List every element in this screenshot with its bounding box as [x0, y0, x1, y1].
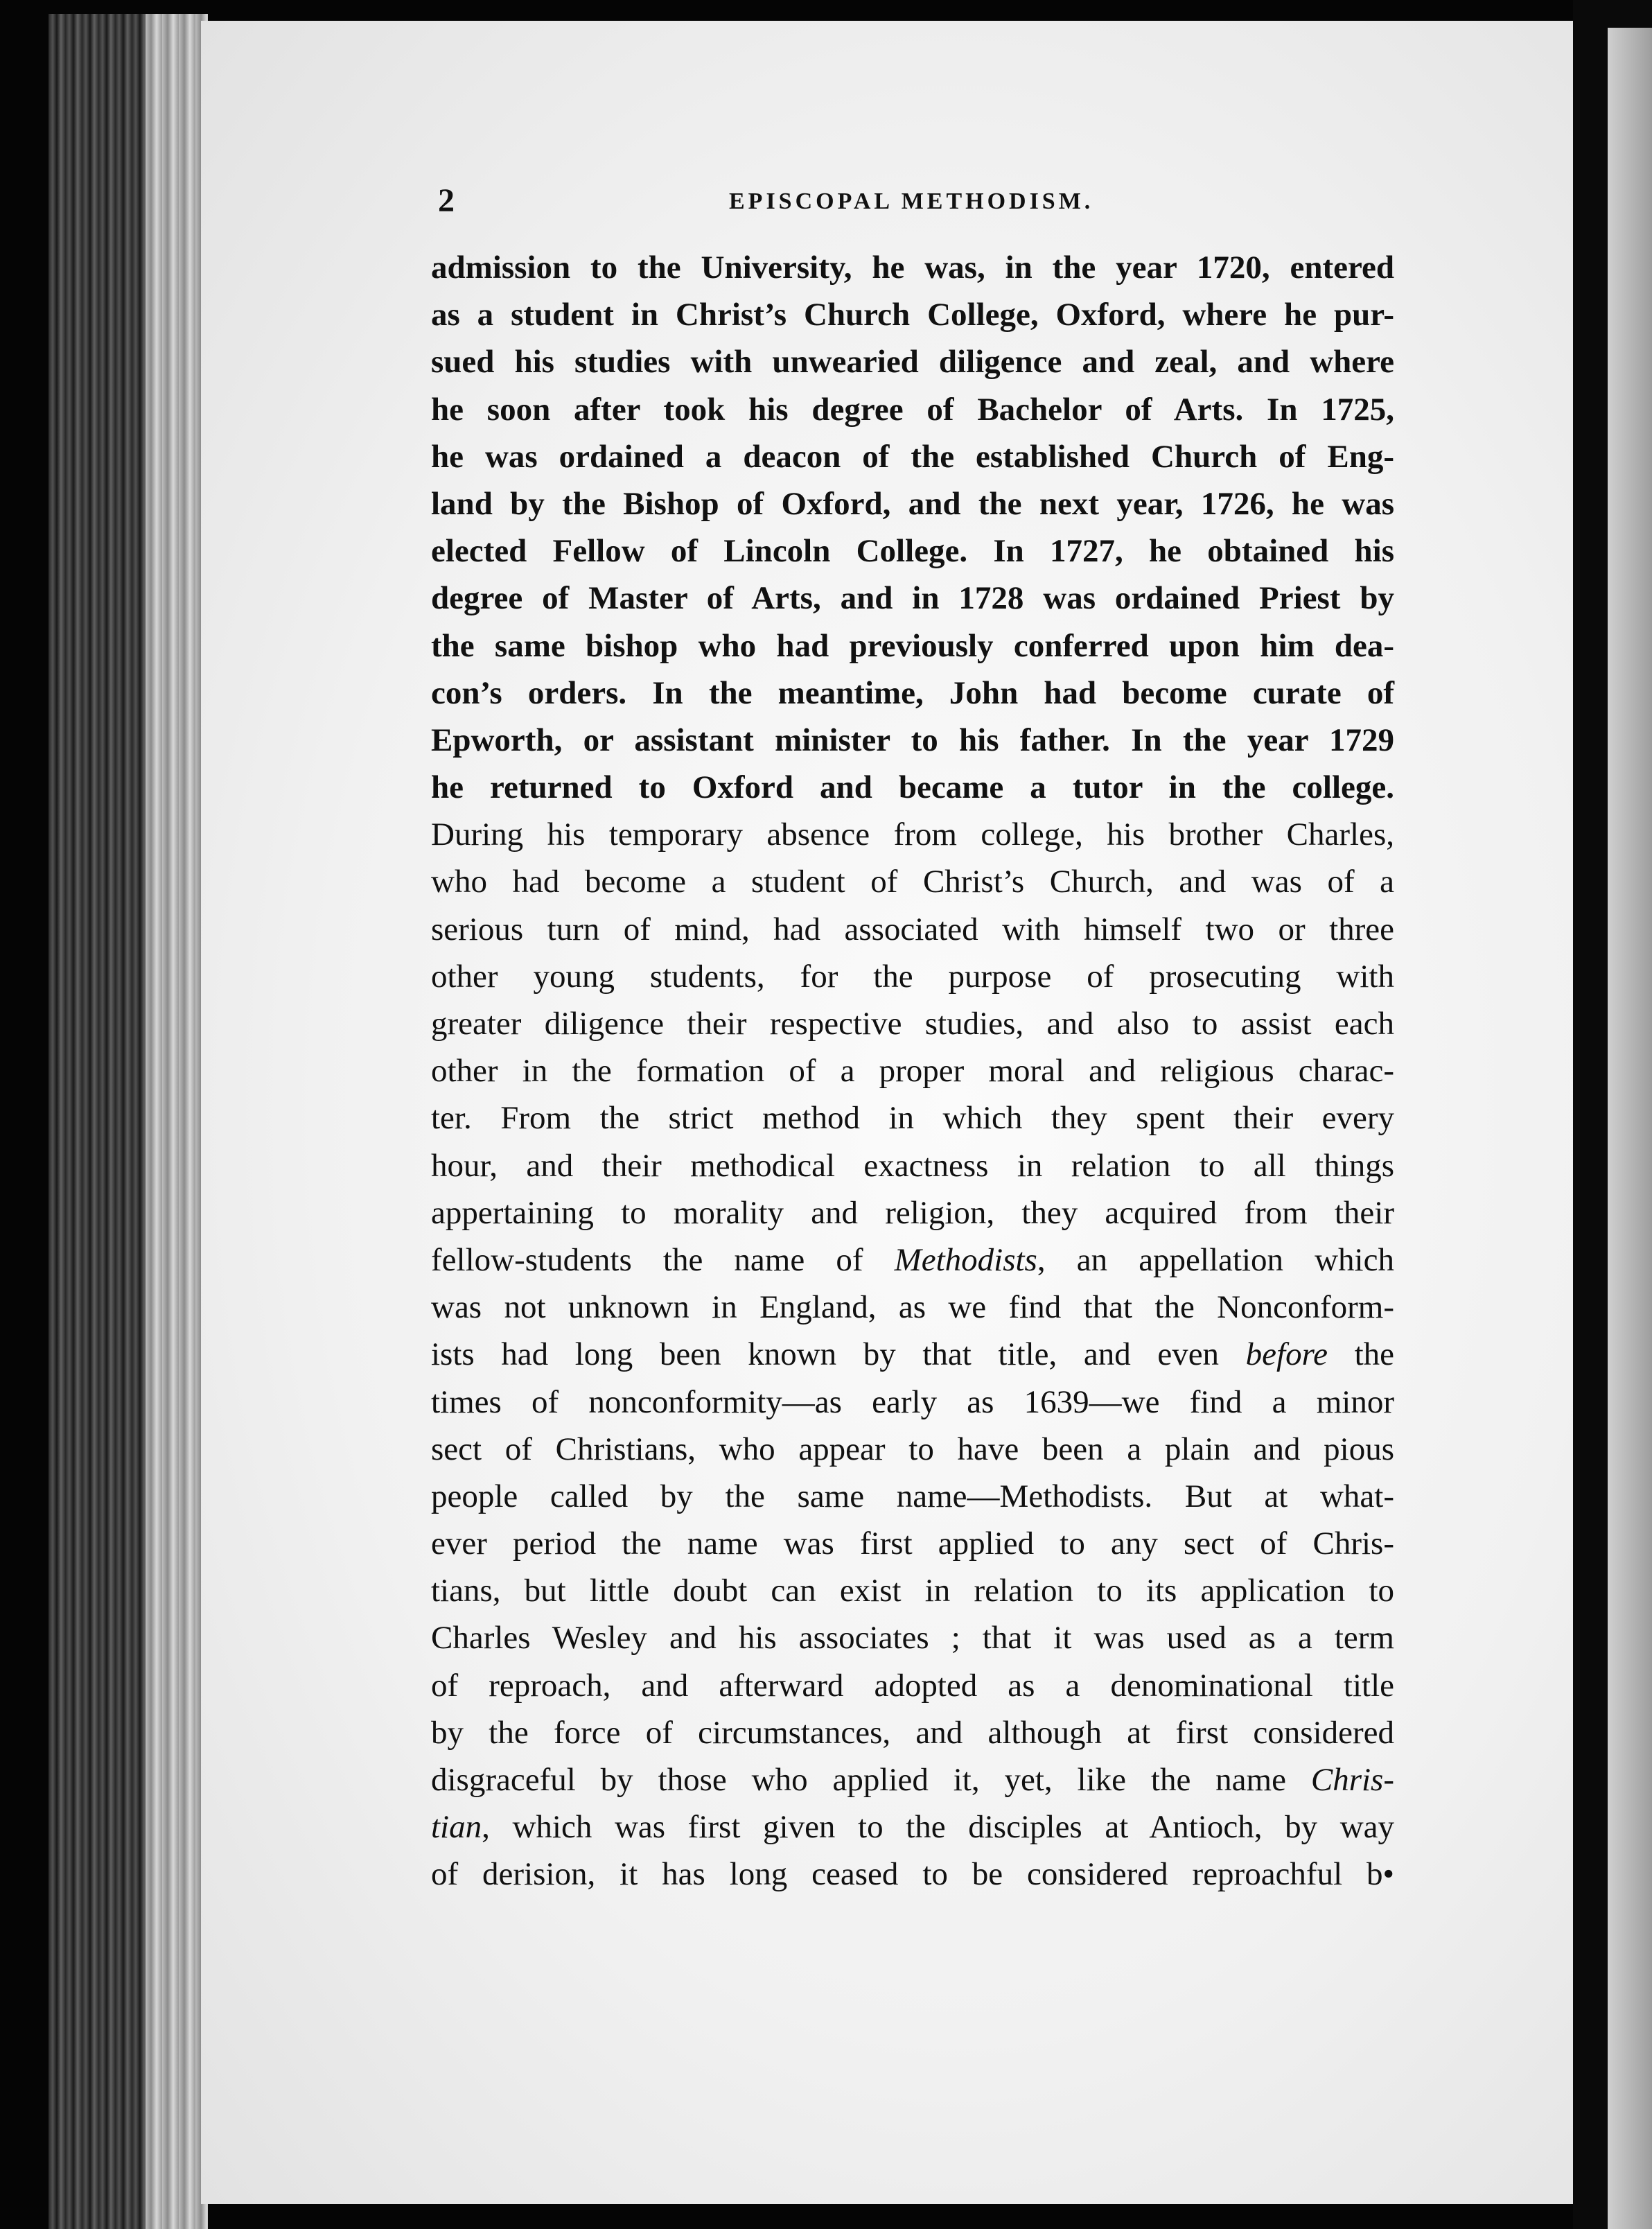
- text-line: Charles Wesley and his associates ; that it was used as a term: [431, 1620, 1394, 1657]
- text-line: other in the formation of a proper moral and religious charac-: [431, 1053, 1394, 1090]
- text-line: serious turn of mind, had associated with himself two or three: [431, 911, 1394, 947]
- text-line: as a student in Christ’s Church College, Oxford, where he pur-: [431, 297, 1394, 333]
- text-line: greater diligence their respective studies, and also to assist each: [431, 1006, 1394, 1042]
- text-line: of derision, it has long ceased to be considered reproachful b•: [431, 1856, 1394, 1893]
- text-run: fellow-students the name of: [431, 1241, 895, 1278]
- text-line: times of nonconformity—as early as 1639—we find a minor: [431, 1383, 1394, 1420]
- text-run: ists had long been known by that title, and even: [431, 1336, 1246, 1373]
- text-line: ever period the name was first applied to any sect of Chris-: [431, 1526, 1394, 1562]
- italic-text: Chris-: [1310, 1762, 1394, 1798]
- text-run: , which was first given to the disciples at Antioch, by way: [482, 1809, 1394, 1846]
- text-line: other young students, for the purpose of prosecuting with: [431, 958, 1394, 995]
- text-line: he soon after took his degree of Bachelor of Arts. In 1725,: [431, 391, 1394, 428]
- text-run: disgraceful by those who applied it, yet, like the name: [431, 1762, 1311, 1798]
- text-run: , an appellation which: [1037, 1241, 1394, 1278]
- facing-page-edge: [1608, 28, 1652, 2229]
- text-line: degree of Master of Arts, and in 1728 was ordained Priest by: [431, 580, 1394, 617]
- text-line: hour, and their methodical exactness in relation to all things: [431, 1147, 1394, 1184]
- text-line: sect of Christians, who appear to have been a plain and pious: [431, 1431, 1394, 1467]
- text-line: was not unknown in England, as we find that the Nonconform-: [431, 1289, 1394, 1326]
- text-line: people called by the same name—Methodists. But at what-: [431, 1478, 1394, 1514]
- text-line: tians, but little doubt can exist in relation to its application to: [431, 1573, 1394, 1609]
- page-stack-edge: [146, 14, 208, 2229]
- text-line: [431, 1236, 1394, 1284]
- page-header: [438, 182, 1394, 223]
- italic-text: before: [1245, 1336, 1328, 1373]
- text-line: con’s orders. In the meantime, John had become curate of: [431, 674, 1394, 711]
- italic-text: Methodists: [894, 1241, 1037, 1278]
- text-line: who had become a student of Christ’s Church, and was of a: [431, 864, 1394, 900]
- book-binding-edge: [49, 14, 152, 2229]
- text-line: [431, 1803, 1394, 1851]
- body-text: [431, 244, 1394, 1898]
- text-line: Epworth, or assistant minister to his father. In the year 1729: [431, 722, 1394, 758]
- text-line: [431, 1756, 1394, 1803]
- text-line: appertaining to morality and religion, they acquired from their: [431, 1194, 1394, 1231]
- text-line: sued his studies with unwearied diligence and zeal, and where: [431, 344, 1394, 381]
- text-line: admission to the University, he was, in the year 1720, entered: [431, 250, 1394, 286]
- text-line: of reproach, and afterward adopted as a denominational title: [431, 1667, 1394, 1704]
- italic-text: tian: [431, 1809, 482, 1846]
- text-line: he returned to Oxford and became a tutor in the college.: [431, 769, 1394, 806]
- text-line: During his temporary absence from college, his brother Charles,: [431, 816, 1394, 853]
- page-number: 2: [438, 182, 455, 219]
- text-line: land by the Bishop of Oxford, and the next year, 1726, he was: [431, 485, 1394, 522]
- text-line: the same bishop who had previously conferred upon him dea-: [431, 627, 1394, 664]
- text-line: by the force of circumstances, and although at first considered: [431, 1714, 1394, 1751]
- running-head: EPISCOPAL METHODISM.: [729, 189, 1094, 214]
- text-line: elected Fellow of Lincoln College. In 1727, he obtained his: [431, 533, 1394, 570]
- text-line: ter. From the strict method in which they spent their every: [431, 1100, 1394, 1137]
- text-run: the: [1327, 1336, 1394, 1373]
- text-line: [431, 1331, 1394, 1378]
- text-line: he was ordained a deacon of the established Church of Eng-: [431, 438, 1394, 475]
